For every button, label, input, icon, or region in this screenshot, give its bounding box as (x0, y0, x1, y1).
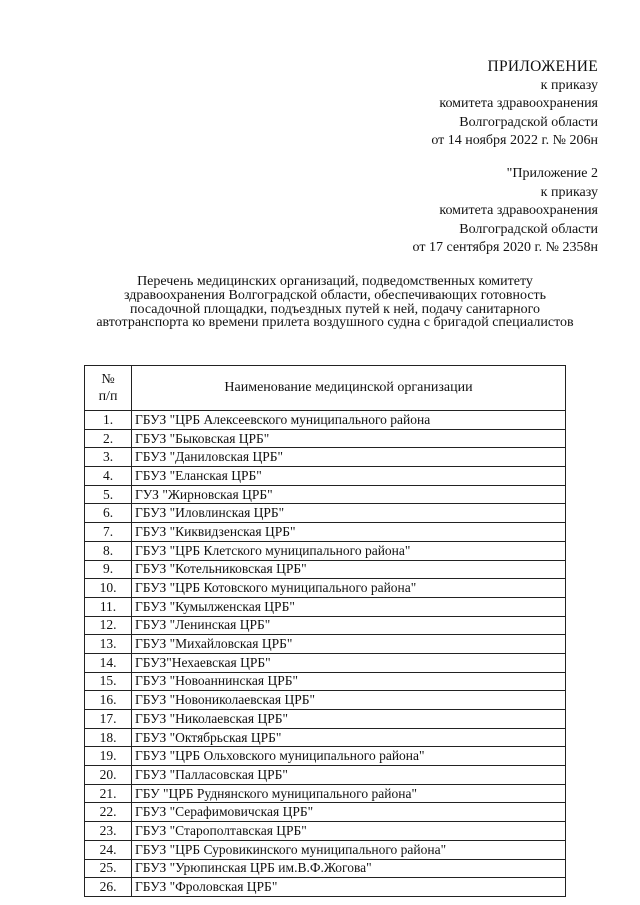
organization-name: ГБУЗ "Старополтавская ЦРБ" (132, 822, 566, 841)
table-row (85, 859, 566, 878)
row-number: 14. (85, 653, 132, 672)
prior-line: от 17 сентября 2020 г. № 2358н (412, 240, 598, 255)
row-number: 19. (85, 747, 132, 766)
row-number: 4. (85, 467, 132, 486)
row-number: 24. (85, 840, 132, 859)
row-number: 23. (85, 822, 132, 841)
organization-name: ГБУЗ "Серафимовичская ЦРБ" (132, 803, 566, 822)
row-number: 8. (85, 541, 132, 560)
col-number-sublabel: п/п (98, 389, 118, 404)
prior-line: "Приложение 2 (506, 166, 598, 181)
table-row (85, 840, 566, 859)
row-number: 6. (85, 504, 132, 523)
row-number: 12. (85, 616, 132, 635)
row-number: 5. (85, 485, 132, 504)
table-row (85, 878, 566, 897)
table-row (85, 710, 566, 729)
prior-line: комитета здравоохранения (439, 203, 598, 218)
table-row (85, 523, 566, 542)
organization-name: ГУЗ "Жирновская ЦРБ" (132, 485, 566, 504)
table-header-row (85, 366, 566, 411)
organization-name: ГБУЗ"Нехаевская ЦРБ" (132, 653, 566, 672)
appendix-header (431, 58, 598, 151)
row-number: 15. (85, 672, 132, 691)
table-row (85, 784, 566, 803)
table-row (85, 747, 566, 766)
table-row (85, 822, 566, 841)
col-name-header: Наименование медицинской организации (132, 366, 566, 411)
organization-name: ГБУЗ "Михайловская ЦРБ" (132, 635, 566, 654)
organization-name: ГБУЗ "Киквидзенская ЦРБ" (132, 523, 566, 542)
organization-name: ГБУЗ "ЦРБ Ольховского муниципального района" (132, 747, 566, 766)
row-number: 26. (85, 878, 132, 897)
table-row (85, 597, 566, 616)
table-row (85, 672, 566, 691)
table-row (85, 691, 566, 710)
organization-name: ГБУЗ "Фроловская ЦРБ" (132, 878, 566, 897)
table-row (85, 541, 566, 560)
table-row (85, 579, 566, 598)
header-line: к приказу (540, 77, 598, 93)
organization-name: ГБУЗ "Новониколаевская ЦРБ" (132, 691, 566, 710)
header-line: комитета здравоохранения (439, 96, 598, 111)
prior-appendix-header (413, 165, 598, 258)
row-number: 1. (85, 411, 132, 430)
appendix-title: ПРИЛОЖЕНИЕ (487, 58, 598, 75)
row-number: 10. (85, 579, 132, 598)
document-title: Перечень медицинских организаций, подведомственных комитету здравоохранения Волгоградской области, обеспечивающих готовность посадочной площадки, подъездных путей к ней, подачу санитарного автотранспорта ко времени прилета воздушного судна с бригадой специалистов (96, 274, 574, 331)
organization-name: ГБУЗ "ЦРБ Котовского муниципального района" (132, 579, 566, 598)
organization-name: ГБУЗ "Быковская ЦРБ" (132, 429, 566, 448)
row-number: 18. (85, 728, 132, 747)
table-row (85, 616, 566, 635)
row-number: 9. (85, 560, 132, 579)
table-row (85, 504, 566, 523)
prior-line: Волгоградской области (459, 221, 598, 237)
col-number-header (85, 366, 132, 411)
organization-name: ГБУЗ "Новоаннинская ЦРБ" (132, 672, 566, 691)
table-row (85, 448, 566, 467)
organization-name: ГБУЗ "Урюпинская ЦРБ им.В.Ф.Жогова" (132, 859, 566, 878)
organization-name: ГБУЗ "Октябрьская ЦРБ" (132, 728, 566, 747)
col-number-label: № (101, 372, 115, 387)
organization-name: ГБУЗ "Палласовская ЦРБ" (132, 766, 566, 785)
row-number: 17. (85, 710, 132, 729)
row-number: 16. (85, 691, 132, 710)
table-body (85, 411, 566, 897)
table-row (85, 467, 566, 486)
row-number: 21. (85, 784, 132, 803)
row-number: 25. (85, 859, 132, 878)
organization-name: ГБУЗ "Кумылженская ЦРБ" (132, 597, 566, 616)
row-number: 3. (85, 448, 132, 467)
organization-name: ГБУЗ "Ленинская ЦРБ" (132, 616, 566, 635)
organizations-table (84, 365, 566, 897)
table-row (85, 429, 566, 448)
table-row (85, 411, 566, 430)
organization-name: ГБУЗ "ЦРБ Суровикинского муниципального района" (132, 840, 566, 859)
table-row (85, 635, 566, 654)
table-row (85, 728, 566, 747)
organization-name: ГБУЗ "Николаевская ЦРБ" (132, 710, 566, 729)
table-row (85, 653, 566, 672)
header-line: Волгоградской области (459, 114, 598, 130)
organization-name: ГБУЗ "Еланская ЦРБ" (132, 467, 566, 486)
header-line: от 14 ноября 2022 г. № 206н (431, 133, 598, 148)
prior-line: к приказу (540, 184, 598, 200)
table-row (85, 485, 566, 504)
row-number: 22. (85, 803, 132, 822)
table-row (85, 560, 566, 579)
row-number: 11. (85, 597, 132, 616)
organization-name: ГБУЗ "Даниловская ЦРБ" (132, 448, 566, 467)
row-number: 7. (85, 523, 132, 542)
organization-name: ГБУЗ "Котельниковская ЦРБ" (132, 560, 566, 579)
organization-name: ГБУЗ "Иловлинская ЦРБ" (132, 504, 566, 523)
row-number: 20. (85, 766, 132, 785)
row-number: 2. (85, 429, 132, 448)
row-number: 13. (85, 635, 132, 654)
organization-name: ГБУЗ "ЦРБ Клетского муниципального района" (132, 541, 566, 560)
table-row (85, 803, 566, 822)
organization-name: ГБУЗ "ЦРБ Алексеевского муниципального района (132, 411, 566, 430)
table-row (85, 766, 566, 785)
organization-name: ГБУ "ЦРБ Руднянского муниципального района" (132, 784, 566, 803)
